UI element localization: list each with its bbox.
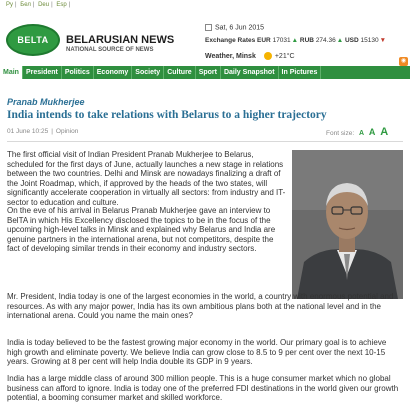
rate-rub (300, 37, 345, 44)
portrait-illustration (292, 150, 403, 299)
nav-item-economy[interactable]: Economy (94, 66, 133, 79)
arrow-up-icon: ▲ (291, 37, 299, 44)
rate-currency: RUB (299, 37, 314, 44)
date-display (205, 24, 264, 31)
language-bar (0, 0, 410, 10)
sun-icon (264, 52, 272, 60)
nav-item-sport[interactable]: Sport (196, 66, 221, 79)
date-text: Sat, 6 Jun 2015 (215, 24, 265, 32)
nav-item-main[interactable]: Main (0, 66, 23, 79)
nav-item-culture[interactable]: Culture (164, 66, 196, 79)
nav-item-in-pictures[interactable]: In Pictures (279, 66, 322, 79)
article-paragraph: The first official visit of Indian President Pranab Mukherjee to Belarus, scheduled for the first days of June, actually launches a new stage in relations between the two countries. Delhi and Minsk are nowadays finalizing a draft of the Joint Roadmap, which, if approved by the heads of the two states, will significantly accelerate cooperation in virtually all sectors: from industry and IT-sector to education and culture. (7, 150, 286, 207)
exchange-rates-label: Exchange Rates (205, 37, 256, 44)
exchange-rates[interactable] (205, 37, 386, 44)
lang-separator: | (51, 2, 53, 8)
lang-link-de[interactable]: Deu (38, 2, 50, 8)
divider (7, 141, 403, 142)
font-size-medium-button[interactable]: A (368, 127, 376, 137)
article-meta (7, 128, 78, 135)
nav-item-daily-snapshot[interactable]: Daily Snapshot (221, 66, 279, 79)
article-paragraph: On the eve of his arrival in Belarus Pranab Mukherjee gave an interview to BelTA in which His Excellency disclosed the topics to be in the focus of the upcoming high-level talks in Minsk and explained why Belarus and India are genuine partners in the international arena, but not competitors, despite the fact of developing similar trends in their economy and industry sectors. (7, 206, 276, 254)
meta-separator: | (51, 128, 53, 135)
site-header (0, 12, 410, 64)
article-headline: India intends to take relations with Belarus to a higher trajectory (7, 109, 327, 121)
article-paragraph: India has a large middle class of around 300 million people. This is a huge consumer market which no global business can afford to ignore. India is today one of the preferred FDI destinations in the world given our growth potential, a booming consumer market and skilled workforce. (7, 374, 399, 403)
lang-link-by[interactable]: Бел (20, 2, 31, 8)
site-subtitle: NATIONAL SOURCE OF NEWS (66, 47, 154, 53)
rate-usd (345, 37, 386, 44)
nav-item-president[interactable]: President (23, 66, 62, 79)
rate-currency: EUR (257, 37, 271, 44)
weather-temperature: +21°C (274, 52, 295, 60)
rate-currency: USD (344, 37, 359, 44)
weather-widget[interactable] (205, 52, 295, 60)
font-size-small-button[interactable]: A (359, 130, 365, 137)
font-size-control (326, 126, 388, 138)
rss-icon[interactable]: ◉ (400, 58, 407, 64)
font-size-label: Font size: (326, 130, 355, 137)
rate-value: 274.36 (315, 37, 336, 44)
article-author: Pranab Mukherjee (7, 97, 85, 107)
main-nav (0, 66, 410, 79)
arrow-down-icon: ▼ (379, 37, 387, 44)
article-time: 01 June 10:25 (7, 128, 49, 135)
arrow-up-icon: ▲ (336, 37, 344, 44)
font-size-large-button[interactable]: A (380, 126, 389, 138)
calendar-icon (205, 24, 212, 31)
article-paragraph: India is today believed to be the fastest growing major economy in the world. Our primary goal is to achieve high growth and eliminate poverty. We believe India can grow close to 8.5 to 9 per cent over the next 10-15 years. Growing at 8 per cent will help India double its GDP in 9 years. (7, 338, 387, 367)
rate-eur (257, 37, 300, 44)
site-title[interactable]: BELARUSIAN NEWS (66, 34, 175, 46)
article-paragraph: Mr. President, India today is one of the largest economies in the world, a country with enormous potential and resources. As with any major power, India has its own ambitious plans both at the national level and in the international arena. Could you name the main ones? (7, 292, 394, 321)
lang-separator: | (68, 2, 71, 8)
belta-logo[interactable]: BELTA (6, 24, 60, 56)
lang-separator: | (15, 2, 17, 8)
nav-item-society[interactable]: Society (132, 66, 164, 79)
lang-link-ru[interactable]: Py (6, 2, 14, 8)
nav-item-politics[interactable]: Politics (62, 66, 94, 79)
lang-link-es[interactable]: Esp (56, 2, 67, 8)
article-category[interactable]: Opinion (55, 128, 79, 135)
lang-separator: | (32, 2, 35, 8)
article-photo (292, 150, 403, 299)
weather-label: Weather, Minsk (205, 52, 256, 60)
rate-value: 17031 (272, 37, 291, 44)
rate-value: 15130 (360, 37, 379, 44)
